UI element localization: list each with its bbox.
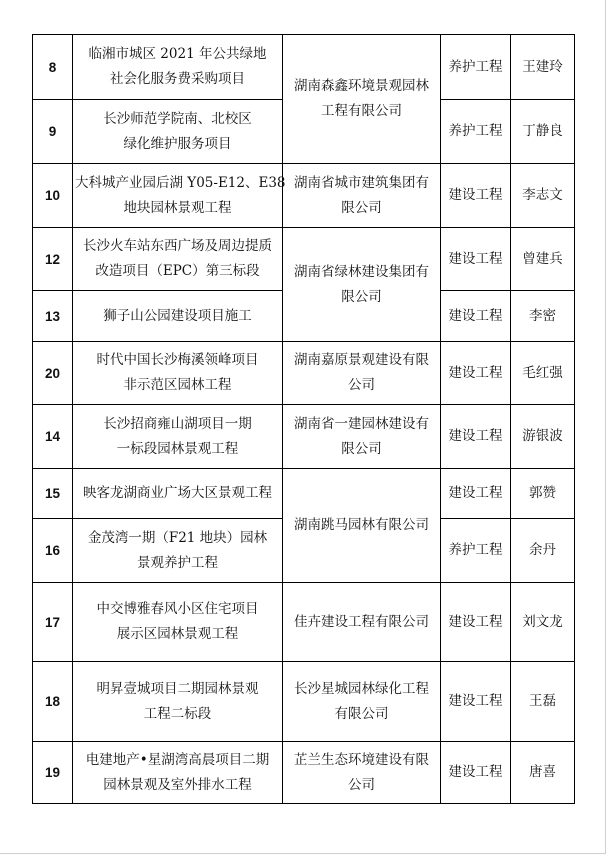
project-type: 养护工程 xyxy=(441,519,511,583)
person-name: 李志文 xyxy=(511,164,575,228)
project-name: 临湘市城区 2021 年公共绿地 社会化服务费采购项目 xyxy=(73,35,283,100)
company-name: 湖南森鑫环境景观园林 工程有限公司 xyxy=(283,35,441,164)
company-name: 芷兰生态环境建设有限 公司 xyxy=(283,742,441,804)
project-name: 长沙火车站东西广场及周边提质 改造项目（EPC）第三标段 xyxy=(73,228,283,291)
company-name: 湖南省城市建筑集团有 限公司 xyxy=(283,164,441,228)
person-name: 王磊 xyxy=(511,662,575,742)
table-row xyxy=(33,164,575,228)
row-number: 17 xyxy=(33,583,73,662)
project-type: 建设工程 xyxy=(441,662,511,742)
person-name: 刘文龙 xyxy=(511,583,575,662)
company-name: 湖南省绿林建设集团有 限公司 xyxy=(283,228,441,342)
person-name: 曾建兵 xyxy=(511,228,575,291)
project-name: 狮子山公园建设项目施工 xyxy=(73,291,283,342)
project-type: 建设工程 xyxy=(441,742,511,804)
project-name: 大科城产业园后湖 Y05-E12、E38 地块园林景观工程 xyxy=(73,164,283,228)
row-number: 13 xyxy=(33,291,73,342)
row-number: 16 xyxy=(33,519,73,583)
project-type: 建设工程 xyxy=(441,228,511,291)
table-row xyxy=(33,342,575,405)
project-type: 养护工程 xyxy=(441,35,511,100)
person-name: 游银波 xyxy=(511,405,575,469)
person-name: 丁静良 xyxy=(511,100,575,164)
project-name: 时代中国长沙梅溪领峰项目 非示范区园林工程 xyxy=(73,342,283,405)
project-type: 建设工程 xyxy=(441,164,511,228)
person-name: 毛红强 xyxy=(511,342,575,405)
project-type: 建设工程 xyxy=(441,405,511,469)
project-table xyxy=(32,34,575,804)
table-row xyxy=(33,662,575,742)
row-number: 15 xyxy=(33,469,73,519)
row-number: 19 xyxy=(33,742,73,804)
project-name: 映客龙湖商业广场大区景观工程 xyxy=(73,469,283,519)
table-row xyxy=(33,228,575,291)
person-name: 王建玲 xyxy=(511,35,575,100)
project-type: 建设工程 xyxy=(441,469,511,519)
project-name: 长沙招商雍山湖项目一期 一标段园林景观工程 xyxy=(73,405,283,469)
row-number: 18 xyxy=(33,662,73,742)
table-row xyxy=(33,469,575,519)
company-name: 佳卉建设工程有限公司 xyxy=(283,583,441,662)
person-name: 郭赞 xyxy=(511,469,575,519)
project-type: 养护工程 xyxy=(441,100,511,164)
project-type: 建设工程 xyxy=(441,583,511,662)
project-name: 长沙师范学院南、北校区 绿化维护服务项目 xyxy=(73,100,283,164)
row-number: 8 xyxy=(33,35,73,100)
row-number: 9 xyxy=(33,100,73,164)
table-row xyxy=(33,35,575,100)
table-row xyxy=(33,742,575,804)
table-row xyxy=(33,405,575,469)
company-name: 长沙星城园林绿化工程 有限公司 xyxy=(283,662,441,742)
row-number: 14 xyxy=(33,405,73,469)
row-number: 12 xyxy=(33,228,73,291)
company-name: 湖南跳马园林有限公司 xyxy=(283,469,441,583)
row-number: 20 xyxy=(33,342,73,405)
person-name: 唐喜 xyxy=(511,742,575,804)
project-name: 金茂湾一期（F21 地块）园林 景观养护工程 xyxy=(73,519,283,583)
row-number: 10 xyxy=(33,164,73,228)
project-name: 电建地产•星湖湾高晨项目二期 园林景观及室外排水工程 xyxy=(73,742,283,804)
project-name: 中交博雅春风小区住宅项目 展示区园林景观工程 xyxy=(73,583,283,662)
company-name: 湖南嘉原景观建设有限 公司 xyxy=(283,342,441,405)
person-name: 余丹 xyxy=(511,519,575,583)
person-name: 李密 xyxy=(511,291,575,342)
project-name: 明昇壹城项目二期园林景观 工程二标段 xyxy=(73,662,283,742)
company-name: 湖南省一建园林建设有 限公司 xyxy=(283,405,441,469)
table-row xyxy=(33,583,575,662)
project-type: 建设工程 xyxy=(441,291,511,342)
project-type: 建设工程 xyxy=(441,342,511,405)
